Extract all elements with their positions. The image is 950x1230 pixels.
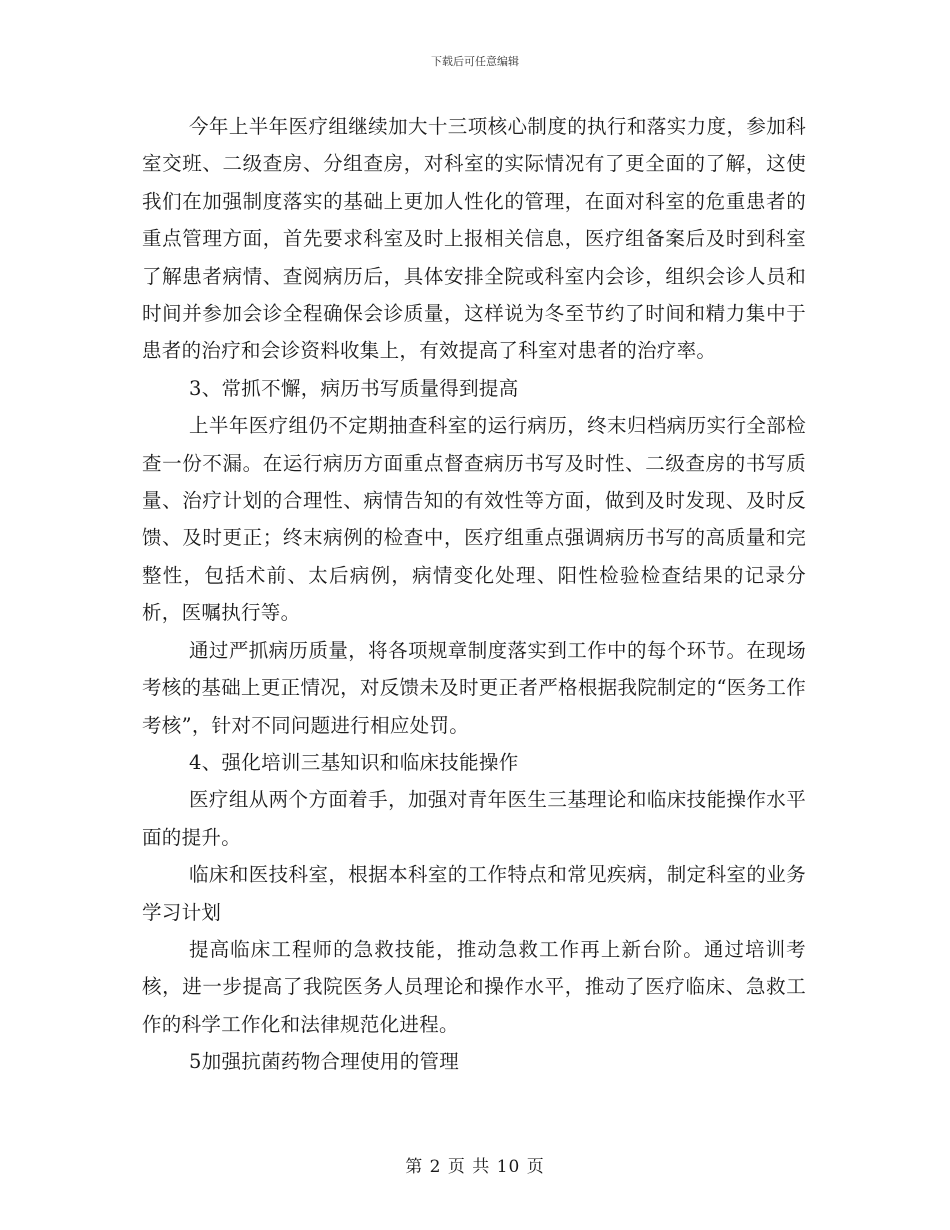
paragraph-record-enforcement: 通过严抓病历质量，将各项规章制度落实到工作中的每个环节。在现场考核的基础上更正情况，对反馈未及时更正者严格根据我院制定的“医务工作考核”，针对不同问题进行相应处罚。	[142, 638, 806, 737]
heading-antibiotics: 5加强抗菌药物合理使用的管理	[189, 1050, 460, 1074]
paragraph-study-plan: 临床和医技科室，根据本科室的工作特点和常见疾病，制定科室的业务学习计划	[142, 863, 806, 924]
paragraph-training-approach: 医疗组从两个方面着手，加强对青年医生三基理论和临床技能操作水平面的提升。	[142, 788, 806, 849]
heading-medical-record-quality: 3、常抓不懈，病历书写质量得到提高	[189, 376, 519, 400]
paragraph-record-inspection: 上半年医疗组仍不定期抽查科室的运行病历，终末归档病历实行全部检查一份不漏。在运行病历方面重点督查病历书写及时性、二级查房的书写质量、治疗计划的合理性、病情告知的有效性等方面，做到及时发现、及时反馈、及时更正；终末病例的检查中，医疗组重点强调病历书写的高质量和完整性，包括术前、太后病例，病情变化处理、阳性检验检查结果的记录分析，医嘱执行等。	[142, 414, 806, 625]
paragraph-emergency-skills: 提高临床工程师的急救技能，推动急救工作再上新台阶。通过培训考核，进一步提高了我院医务人员理论和操作水平，推动了医疗临床、急救工作的科学工作化和法律规范化进程。	[142, 937, 806, 1036]
page-header-note: 下载后可任意编辑	[431, 55, 519, 68]
paragraph-core-system: 今年上半年医疗组继续加大十三项核心制度的执行和落实力度，参加科室交班、二级查房、分组查房，对科室的实际情况有了更全面的了解，这使我们在加强制度落实的基础上更加人性化的管理，在面对科室的危重患者的重点管理方面，首先要求科室及时上报相关信息，医疗组备案后及时到科室了解患者病情、查阅病历后，具体安排全院或科室内会诊，组织会诊人员和时间并参加会诊全程确保会诊质量，这样说为冬至节约了时间和精力集中于患者的治疗和会诊资料收集上，有效提高了科室对患者的治疗率。	[142, 115, 806, 363]
document-body	[142, 108, 806, 1081]
heading-training: 4、强化培训三基知识和临床技能操作	[189, 750, 519, 774]
page-number: 第 2 页 共 10 页	[405, 1157, 545, 1177]
